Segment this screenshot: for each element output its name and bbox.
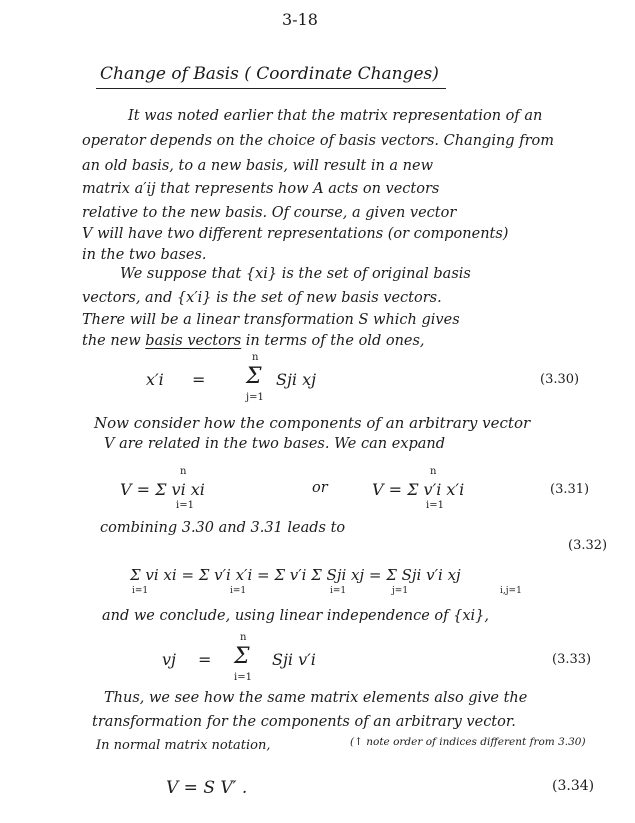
para3-line1: Now consider how the components of an arbitrary vector: [94, 414, 531, 432]
page-number: 3-18: [282, 10, 318, 29]
eq333-sum-top: n: [240, 632, 247, 643]
para2-line3: There will be a linear transformation S which gives: [82, 312, 460, 328]
para2-line2: vectors, and {x′i} is the set of new basis vectors.: [82, 290, 442, 306]
note-text: (↑ note order of indices different from 3.30): [350, 736, 586, 748]
eq333-label: (3.33): [552, 652, 592, 667]
combining-text: combining 3.30 and 3.31 leads to: [100, 520, 346, 536]
eq332-bottom-2: i=1: [230, 586, 247, 596]
eq333-sum: Σ: [234, 644, 250, 669]
para3-line2: V are related in the two bases. We can expand: [104, 436, 445, 452]
eq331-right-sum-bottom: i=1: [426, 500, 444, 511]
eq331-left-sum-top: n: [180, 466, 187, 477]
eq332-label: (3.32): [568, 538, 608, 553]
eq330-term: Sji xj: [276, 370, 317, 389]
eq333-sum-bottom: i=1: [234, 672, 252, 683]
eq331-right-sum-top: n: [430, 466, 437, 477]
para4-line2: transformation for the components of an arbitrary vector.: [92, 714, 516, 730]
eq332-bottom-1: i=1: [132, 586, 149, 596]
para2-line4-a: the new: [82, 333, 146, 349]
para4-line3: In normal matrix notation,: [96, 738, 271, 753]
eq332-bottom-4: j=1: [392, 586, 409, 596]
para2-line4-b: in terms of the old ones,: [241, 333, 425, 349]
eq330-lhs: x′i: [146, 370, 164, 389]
eq331-label: (3.31): [550, 482, 590, 497]
conclude-text: and we conclude, using linear independence of {xi},: [102, 608, 490, 624]
para1-line3: an old basis, to a new basis, will result in a new: [82, 158, 434, 174]
underlined-basis-vectors: basis vectors: [145, 333, 242, 349]
eq332-bottom-3: i=1: [330, 586, 347, 596]
eq332-expr: Σ vi xi = Σ v′i x′i = Σ v′i Σ Sji xj = Σ Sji v′i xj: [130, 566, 461, 584]
eq334-expr: V = S V′ .: [166, 778, 248, 798]
para1-line5: relative to the new basis. Of course, a given vector: [82, 205, 457, 221]
para1-line4: matrix a′ij that represents how A acts on vectors: [82, 181, 440, 197]
eq333-lhs: vj: [162, 650, 176, 669]
eq331-left-sum-bottom: i=1: [176, 500, 194, 511]
eq334-label: (3.34): [552, 778, 595, 794]
para2-line4: [82, 333, 425, 349]
section-title: Change of Basis ( Coordinate Changes): [100, 64, 439, 84]
eq333-equals: =: [198, 650, 212, 669]
para1-line6: V will have two different representations (or components): [82, 226, 509, 242]
eq330-sum-bottom: j=1: [246, 392, 264, 403]
eq331-left: V = Σ vi xi: [120, 480, 205, 499]
eq333-term: Sji v′i: [272, 650, 316, 669]
eq331-or: or: [312, 480, 328, 496]
eq330-label: (3.30): [540, 372, 580, 387]
para4-line1: Thus, we see how the same matrix elements also give the: [104, 690, 528, 706]
eq330-sum: Σ: [246, 364, 262, 389]
para2-line1: We suppose that {xi} is the set of original basis: [120, 266, 471, 282]
eq330-equals: =: [192, 370, 206, 389]
para1-line7: in the two bases.: [82, 247, 207, 263]
eq332-bottom-5: i,j=1: [500, 586, 522, 596]
para1-line1: It was noted earlier that the matrix representation of an: [128, 108, 543, 124]
para1-line2: operator depends on the choice of basis vectors. Changing from: [82, 133, 554, 149]
title-underline: [96, 88, 446, 89]
eq331-right: V = Σ v′i x′i: [372, 480, 465, 499]
eq330-sum-top: n: [252, 352, 259, 363]
